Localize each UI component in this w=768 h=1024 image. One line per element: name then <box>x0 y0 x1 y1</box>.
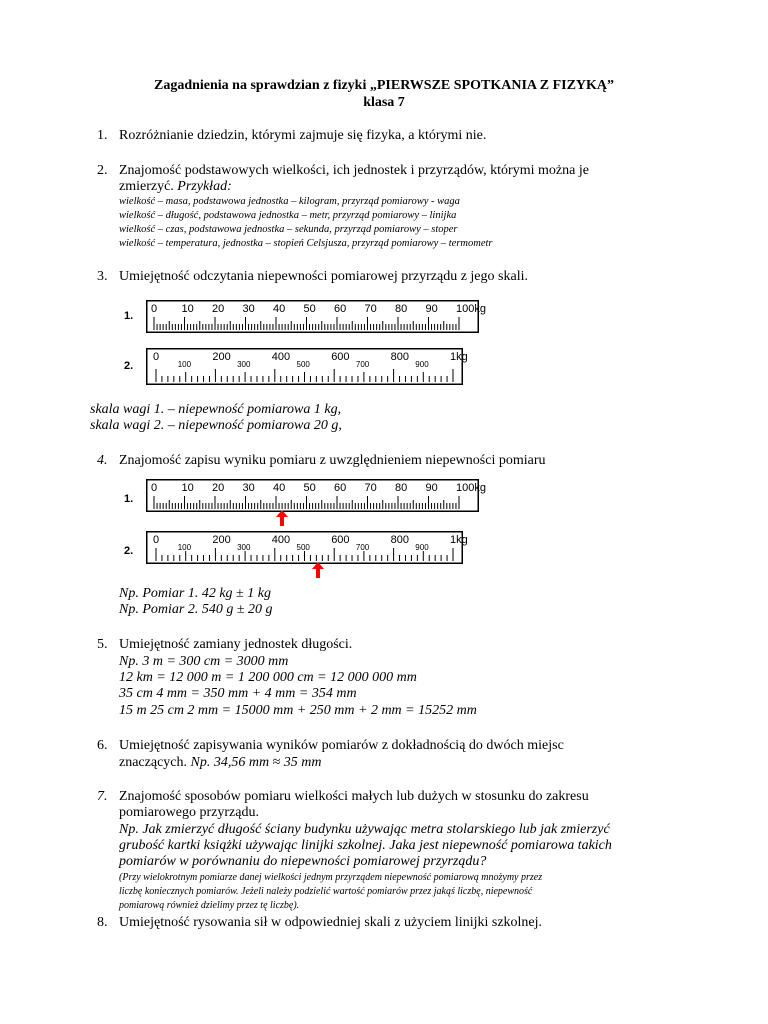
scale-tick-label: 10 <box>181 303 194 315</box>
item-7-note-3: pomiarową również dzielimy przez tę liczbę). <box>119 900 300 911</box>
scale-tick-label: 0 <box>151 482 158 494</box>
item-4-number: 4. <box>97 453 108 468</box>
scale-major-label: 400 <box>271 351 291 363</box>
arrow-shape <box>276 510 288 526</box>
scale-tick-label: 90 <box>425 303 438 315</box>
item-2-line2 <box>119 179 232 195</box>
scale-tick-label: 100kg <box>456 482 486 494</box>
scale-major-label: 600 <box>331 351 350 363</box>
page-title-line2: klasa 7 <box>363 95 405 110</box>
scale-tick-label: 0 <box>151 303 158 315</box>
scale-label-1b: 1. <box>124 493 134 505</box>
scale-tick-label: 80 <box>395 482 408 494</box>
item-7-question-1: Np. Jak zmierzyć długość ściany budynku używając metra stolarskiego lub jak zmierzyć <box>119 822 610 837</box>
scale-major-label: 1kg <box>450 534 468 546</box>
scale-label-2b: 2. <box>124 545 134 557</box>
item-7-question-3: pomiarów w porównaniu do niepewności pomiarowej przyrządu? <box>119 854 487 869</box>
item-6-line1: Umiejętność zapisywania wyników pomiarów z dokładnością do dwóch miejsc <box>119 738 564 753</box>
item-7-note-1: (Przy wielokrotnym pomiarze danej wielkości jednym przyrządem niepewność pomiarową mnożymy przez <box>119 872 543 883</box>
item-1-text: Rozróżnianie dziedzin, którymi zajmuje się fizyka, a którymi nie. <box>119 128 487 143</box>
item-3-text: Umiejętność odczytania niepewności pomiarowej przyrządu z jego skali. <box>119 269 528 284</box>
scale-tick-label: 60 <box>334 482 347 494</box>
item-4-text: Znajomość zapisu wyniku pomiaru z uwzględnieniem niepewności pomiaru <box>119 453 546 468</box>
scale-2-figure-arrow <box>146 531 468 564</box>
scale-tick-label: 20 <box>212 482 225 494</box>
item-4-example-1: Np. Pomiar 1. 42 kg ± 1 kg <box>119 586 271 601</box>
arrow-shape <box>312 562 324 578</box>
item-5-line-1: Np. 3 m = 300 cm = 3000 mm <box>119 654 289 669</box>
item-2-example-4: wielkość – temperatura, jednostka – stopień Celsjusza, przyrząd pomiarowy – termometr <box>119 238 493 249</box>
scale-major-label: 800 <box>390 351 409 363</box>
scale-major-label: 200 <box>212 534 231 546</box>
item-2-example-3: wielkość – czas, podstawowa jednostka – sekunda, przyrząd pomiarowy – stoper <box>119 224 458 235</box>
page-title-line1: Zagadnienia na sprawdzian z fizyki „PIERWSZE SPOTKANIA Z FIZYKĄ” <box>153 78 615 93</box>
scale-minor-label: 900 <box>415 360 429 369</box>
scale-major-label: 400 <box>271 534 291 546</box>
scale-major-label: 1kg <box>450 351 468 363</box>
scale-major-label: 600 <box>331 534 350 546</box>
item-2-example-2: wielkość – długość, podstawowa jednostka – metr, przyrząd pomiarowy – linijka <box>119 210 457 221</box>
item-7-question-2: grubość kartki książki używając linijki szkolnej. Jaka jest niepewność pomiarowa takich <box>119 838 612 853</box>
item-5-text: Umiejętność zamiany jednostek długości. <box>119 637 353 652</box>
scale-minor-label: 300 <box>237 360 251 369</box>
item-7-note-2: liczbę koniecznych pomiarów. Jeżeli należy podzielić wartość pomiarów przez jakąś liczbę, niepewność <box>119 886 533 897</box>
item-2-line2a: zmierzyć. <box>119 179 178 194</box>
item-1-number: 1. <box>97 128 108 143</box>
item-5-line-4: 15 m 25 cm 2 mm = 15000 mm + 250 mm + 2 mm = 15252 mm <box>119 703 477 718</box>
item-5-line-3: 35 cm 4 mm = 350 mm + 4 mm = 354 mm <box>119 686 357 701</box>
scale-tick-label: 30 <box>242 303 255 315</box>
item-3-note-2: skala wagi 2. – niepewność pomiarowa 20 g, <box>90 418 342 433</box>
scale-minor-label: 300 <box>237 543 251 552</box>
scale-major-label: 200 <box>212 351 231 363</box>
scale-major-label: 800 <box>390 534 409 546</box>
scale-tick-label: 30 <box>242 482 255 494</box>
item-4-example-2: Np. Pomiar 2. 540 g ± 20 g <box>119 602 273 617</box>
item-6-line2a: znaczących. <box>119 755 191 770</box>
scale-tick-label: 70 <box>364 303 377 315</box>
scale-minor-label: 700 <box>355 543 370 552</box>
item-7-number: 7. <box>97 789 108 804</box>
scale-tick-label: 70 <box>364 482 377 494</box>
scale-tick-label: 20 <box>212 303 225 315</box>
scale-2-figure <box>146 348 468 385</box>
red-arrow-icon-2 <box>310 562 326 578</box>
item-7-line2: pomiarowego przyrządu. <box>119 805 259 820</box>
scale-major-label: 0 <box>153 351 160 363</box>
scale-tick-label: 40 <box>273 303 286 315</box>
scale-minor-label: 100 <box>177 543 192 552</box>
scale-minor-label: 500 <box>296 360 310 369</box>
item-2-example-heading: Przykład: <box>177 179 232 194</box>
scale-minor-label: 500 <box>296 543 310 552</box>
red-arrow-icon-1 <box>274 510 290 526</box>
scale-tick-label: 10 <box>181 482 194 494</box>
scale-1-figure-arrow <box>146 479 486 512</box>
scale-tick-label: 50 <box>303 482 316 494</box>
scale-label-1a: 1. <box>124 310 134 322</box>
item-6-example: Np. 34,56 mm ≈ 35 mm <box>190 755 322 770</box>
scale-tick-label: 100kg <box>456 303 486 315</box>
scale-minor-label: 100 <box>177 360 192 369</box>
scale-minor-label: 900 <box>415 543 429 552</box>
item-6-number: 6. <box>97 738 108 753</box>
item-5-line-2: 12 km = 12 000 m = 1 200 000 cm = 12 000 000 mm <box>119 670 417 685</box>
scale-minor-label: 700 <box>355 360 370 369</box>
item-8-number: 8. <box>97 915 108 930</box>
item-3-note-1: skala wagi 1. – niepewność pomiarowa 1 kg, <box>90 402 342 417</box>
item-2-line1: Znajomość podstawowych wielkości, ich jednostek i przyrządów, którymi można je <box>119 163 589 178</box>
scale-tick-label: 60 <box>334 303 347 315</box>
item-7-line1: Znajomość sposobów pomiaru wielkości małych lub dużych w stosunku do zakresu <box>119 789 589 804</box>
scale-major-label: 0 <box>153 534 160 546</box>
scale-tick-label: 90 <box>425 482 438 494</box>
item-2-example-1: wielkość – masa, podstawowa jednostka – kilogram, przyrząd pomiarowy - waga <box>119 196 460 207</box>
scale-1-figure <box>146 300 486 333</box>
item-2-number: 2. <box>97 163 108 178</box>
item-5-number: 5. <box>97 637 108 652</box>
item-6-line2 <box>119 755 321 771</box>
scale-tick-label: 50 <box>303 303 316 315</box>
scale-tick-label: 80 <box>395 303 408 315</box>
item-3-number: 3. <box>97 269 108 284</box>
item-8-text: Umiejętność rysowania sił w odpowiedniej skali z użyciem linijki szkolnej. <box>119 915 543 930</box>
scale-label-2a: 2. <box>124 360 134 372</box>
scale-tick-label: 40 <box>273 482 286 494</box>
